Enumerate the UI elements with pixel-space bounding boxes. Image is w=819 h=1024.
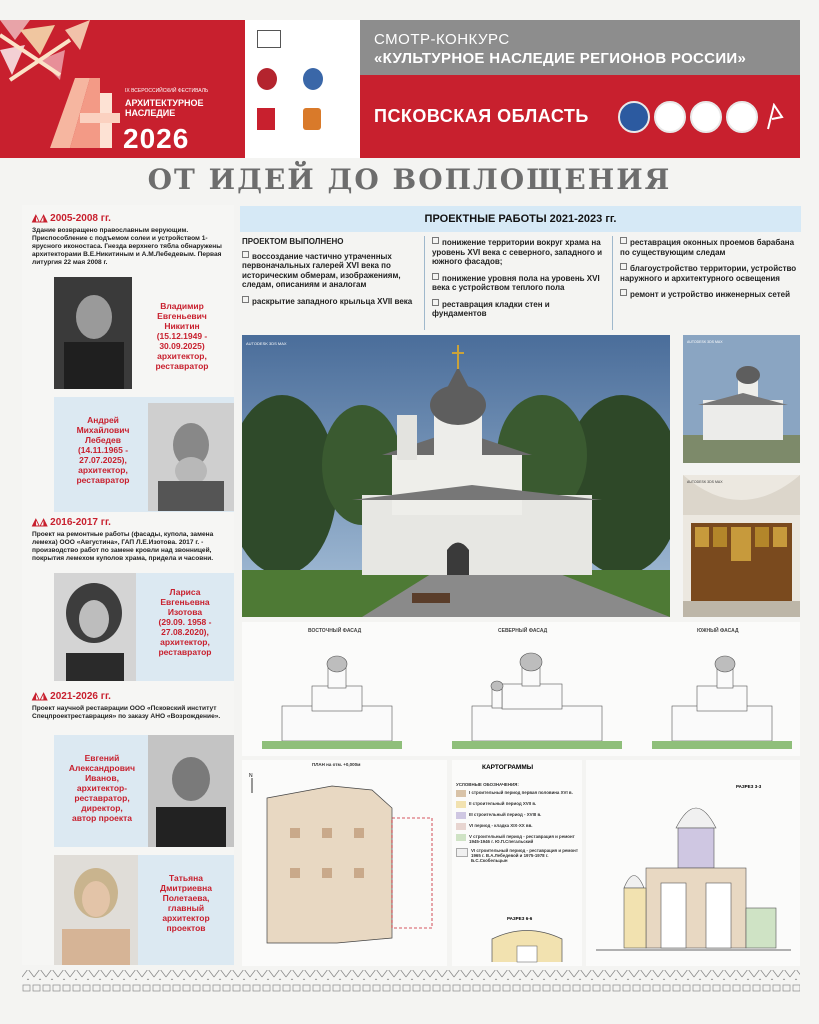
- work-item: понижение уровня пола на уровень XVI века с устройством теплого пола: [432, 273, 600, 292]
- portrait-izotova: [54, 573, 136, 681]
- section-a-drawing: [482, 924, 572, 964]
- period-text: Проект научной реставрации ООО «Псковский институт Спецпроектреставрация» по заказу АНО «Возрождение».: [32, 705, 221, 720]
- checkbox-icon: [620, 263, 627, 270]
- render-badge: AUTODESK 3DS MAX: [687, 480, 723, 484]
- works-column-1: [242, 237, 422, 306]
- person-caption: Владимир Евгеньевич Никитин (15.12.1949 - 30.09.2025) архитектор, реставратор: [155, 301, 209, 371]
- architecture-icon: ◭◮: [32, 517, 51, 528]
- portrait-ivanov: [148, 735, 234, 847]
- timeline-column: [22, 205, 234, 965]
- festival-banner: [0, 20, 245, 158]
- legend-row: I строительный период первая половина XVI в.: [456, 790, 580, 797]
- person-caption: Татьяна Дмитриевна Полетаева, главный архитектор проектов: [160, 873, 212, 933]
- portrait-nikitin: [54, 277, 132, 389]
- facade-north-label: СЕВЕРНЫЙ ФАСАД: [498, 628, 548, 634]
- moscow-emblem-icon: [257, 108, 275, 130]
- facades-drawing: [242, 636, 800, 756]
- render-badge: AUTODESK 3DS MAX: [687, 340, 723, 344]
- svg-text:N: N: [249, 773, 253, 779]
- period-heading: ◭◮ 2005-2008 гг.: [32, 213, 111, 224]
- architecture-icon: ◭◮: [32, 213, 51, 224]
- cathedral-emblem-icon: [726, 101, 758, 133]
- period-text: Проект на ремонтные работы (фасады, купола, замена лемеха) ООО «Августина», ГАП Л.Е.Изотова. 2017 г. - производство работ по замене кровли над звонницей, покрытия лемехом куполов храма, придела и часовни.: [32, 531, 214, 562]
- checkbox-icon: [432, 299, 439, 306]
- contest-line1: СМОТР-КОНКУРС: [374, 31, 510, 48]
- pskov-emblem-icon: [618, 101, 650, 133]
- checkbox-icon: [242, 296, 249, 303]
- column-divider: [424, 236, 425, 330]
- ministry-emblem-icon: [303, 68, 323, 90]
- section-panel: [586, 760, 800, 966]
- person-caption: Лариса Евгеньевна Изотова (29.09. 1958 - 27.08.2020), архитектор, реставратор: [158, 587, 212, 657]
- partner-emblem-icon: [654, 101, 686, 133]
- work-item: раскрытие западного крыльца XVII века: [242, 296, 422, 307]
- contest-line2: «КУЛЬТУРНОЕ НАСЛЕДИЕ РЕГИОНОВ РОССИИ»: [374, 50, 747, 67]
- exterior-thumbnail-illustration: [683, 335, 800, 463]
- facade-east-label: ВОСТОЧНЫЙ ФАСАД: [308, 628, 362, 634]
- work-item: благоустройство территории, устройство наружного и архитектурного освещения: [620, 264, 797, 283]
- legend-swatch: [456, 790, 466, 797]
- checkbox-icon: [620, 237, 627, 244]
- works-done-label: ПРОЕКТОМ ВЫПОЛНЕНО: [242, 237, 344, 246]
- plan-title: ПЛАН на отм. +0,000м: [312, 762, 361, 767]
- moscow-region-emblem-icon: [303, 108, 321, 130]
- floor-plan: [242, 760, 447, 966]
- legend-row: III строительный период - XVIII в.: [456, 812, 580, 819]
- section-a-title: РАЗРЕЗ 6-6: [507, 916, 533, 921]
- person-caption: Андрей Михайлович Лебедев (14.11.1965 - 27.07.2025), архитектор, реставратор: [76, 415, 130, 485]
- legend-row: VI строительный период - реставрация и ремонт 1965 г. В.А.Лебедевой и 1975-1978 г. Б.С.Скобельцын: [456, 848, 580, 863]
- work-item: ремонт и устройство инженерных сетей: [620, 289, 800, 300]
- festival-year: 2026: [123, 123, 190, 154]
- region-name: ПСКОВСКАЯ ОБЛАСТЬ: [374, 106, 589, 126]
- church-emblem-icon: [690, 101, 722, 133]
- architecture-icon: ◭◮: [32, 691, 51, 702]
- work-item: воссоздание частично утраченных первоначальных галерей XVI века по историческим обмерам, изображениям, следам, описаниям и аналогам: [242, 251, 401, 289]
- church-render: [242, 335, 670, 617]
- legend-list: [456, 790, 580, 867]
- partner-logo-icon: [257, 30, 281, 48]
- facade-south-label: ЮЖНЫЙ ФАСАД: [697, 628, 739, 634]
- legend-swatch: [456, 834, 466, 841]
- render-badge: AUTODESK 3DS MAX: [246, 341, 287, 346]
- decorative-border: [22, 968, 800, 996]
- festival-name: АРХИТЕКТУРНОЕ НАСЛЕДИЕ: [125, 98, 204, 118]
- section-drawing: [586, 768, 800, 966]
- checkbox-icon: [432, 273, 439, 280]
- portrait-poletaeva: [54, 855, 138, 965]
- legend-swatch: [456, 801, 466, 808]
- legend-swatch: [456, 823, 466, 830]
- exterior-thumbnail: [683, 335, 800, 463]
- interior-thumbnail-illustration: [683, 475, 800, 617]
- checkbox-icon: [242, 251, 249, 258]
- period-text: Здание возвращено православным верующим. Приспособление с подъемом солеи и устройством 1-ярусного иконостаса. Гнезда верхнего тябла обнаружены архитекторами В.Е.Никитиным и А.М.Лебедевым. Первая литургия 22 мая 2008 г.: [32, 227, 222, 266]
- checkbox-icon: [620, 289, 627, 296]
- column-divider: [612, 236, 613, 330]
- region-banner: [360, 75, 800, 158]
- legend-row: VI период - кладка XIX-XX вв.: [456, 823, 580, 830]
- works-title: ПРОЕКТНЫЕ РАБОТЫ 2021-2023 гг.: [240, 206, 801, 232]
- works-column-2: [432, 237, 604, 319]
- cartogram-panel: [452, 760, 582, 966]
- cartogram-title: КАРТОГРАММЫ: [482, 764, 534, 771]
- church-render-illustration: [242, 335, 670, 617]
- ah-logo-icon: [50, 78, 120, 148]
- period-heading: ◭◮ 2021-2026 гг.: [32, 691, 111, 702]
- portrait-lebedev: [148, 403, 234, 511]
- interior-thumbnail: [683, 475, 800, 617]
- section-b-title: РАЗРЕЗ 3-3: [736, 784, 762, 789]
- eagle-emblem-icon: [257, 68, 277, 90]
- contest-banner: [360, 20, 800, 75]
- floor-plan-drawing: [242, 768, 447, 966]
- legend-row: V строительный период - реставрация и ремонт 1945-1946 г. Ю.П.Спегальский: [456, 834, 580, 844]
- person-caption: Евгений Александрович Иванов, архитектор- реставратор, директор, автор проекта: [68, 753, 136, 823]
- work-item: реставрация оконных проемов барабана по существующим следам: [620, 238, 795, 257]
- festival-subtitle: IX ВСЕРОССИЙСКИЙ ФЕСТИВАЛЬ: [125, 88, 209, 94]
- partner-logos: [245, 20, 360, 158]
- page-title: ОТ ИДЕЙ ДО ВОПЛОЩЕНИЯ: [147, 163, 672, 196]
- signature-logo-icon: [764, 103, 786, 131]
- legend-title: УСЛОВНЫЕ ОБОЗНАЧЕНИЯ:: [456, 782, 519, 787]
- facades-panel: [242, 622, 800, 756]
- legend-swatch: [456, 812, 466, 819]
- work-item: реставрация кладки стен и фундаментов: [432, 299, 550, 318]
- checkbox-icon: [432, 237, 439, 244]
- works-column-3: [620, 237, 800, 300]
- legend-swatch: [456, 848, 468, 857]
- work-item: понижение территории вокруг храма на уровень XVI века с северного, западного и южного фасадов;: [432, 238, 603, 266]
- legend-row: II строительный период XVII в.: [456, 801, 580, 808]
- period-heading: ◭◮ 2016-2017 гг.: [32, 517, 111, 528]
